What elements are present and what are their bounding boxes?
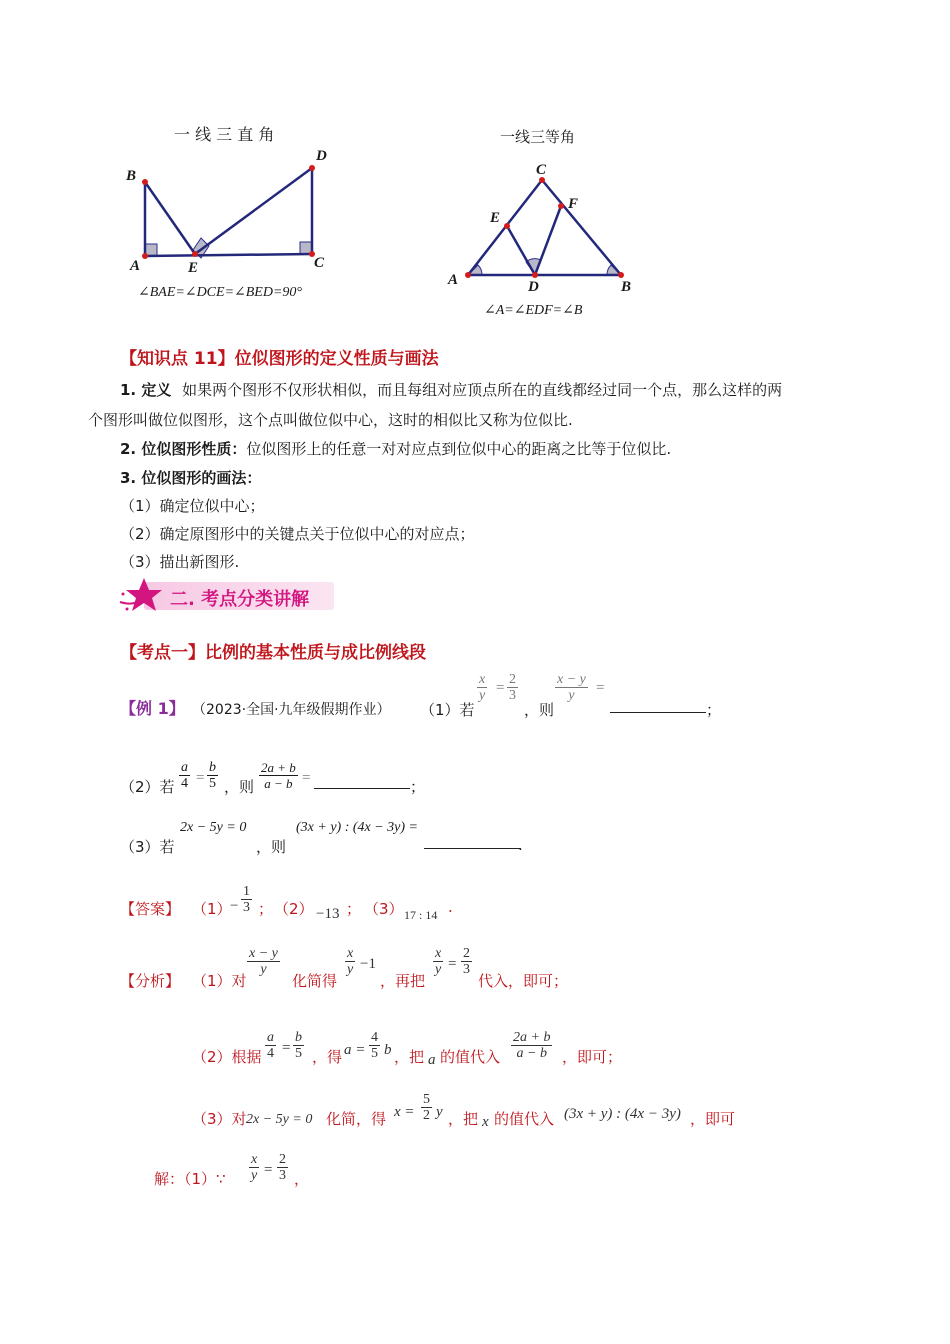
equals-sign-4: =: [302, 770, 311, 786]
analysis-3-expression: 2x − 5y = 0: [246, 1112, 313, 1127]
analysis-1a: （1）对: [192, 972, 247, 990]
analysis-fraction-2-over-3: $\frac{2}{3}$: [463, 946, 470, 977]
analysis-label: 【分析】: [120, 972, 181, 990]
analysis-var-a: a: [428, 1052, 436, 1068]
analysis-2e: ，即可；: [562, 1048, 623, 1066]
example1-then: ，则: [524, 701, 555, 719]
example1-label: 【例 1】: [120, 699, 185, 718]
solution-comma: ，: [294, 1170, 310, 1188]
diagram2-point-d: D: [528, 279, 539, 295]
analysis-fraction-5-over-2: $\frac{5}{2}$: [423, 1092, 430, 1123]
semicolon-2: ；: [410, 778, 426, 796]
analysis-minus-1: −1: [360, 956, 376, 972]
diagram1-point-e: E: [188, 260, 199, 276]
solution-fraction-2-over-3: $\frac{2}{3}$: [279, 1152, 286, 1183]
drawing-step-1: （1）确定位似中心；: [120, 497, 265, 515]
fraction-a-over-4: $\frac{a}{4}$: [181, 760, 188, 791]
answer-part3-value: 17 : 14: [404, 908, 438, 922]
analysis-equals: =: [448, 956, 457, 972]
condition-2x-minus-5y: 2x − 5y = 0: [180, 820, 247, 835]
knowledge-point-11-title: 【知识点 11】位似图形的定义性质与画法: [120, 349, 439, 369]
analysis-fraction-4-over-5: $\frac{4}{5}$: [371, 1030, 378, 1061]
example1-part1-prefix: （1）若: [420, 701, 475, 719]
example1-part3-then: ，则: [256, 838, 287, 856]
diagram1-point-a: A: [130, 258, 141, 274]
diagram1-point-d: D: [316, 148, 327, 164]
fraction-x-over-y: $\frac{x}{y}$: [479, 672, 486, 703]
solution-equals: =: [264, 1162, 273, 1178]
drawing-method-head: 3. 位似图形的画法：: [120, 469, 262, 487]
answer-sep-2: ；: [346, 900, 362, 918]
drawing-step-3: （3）描出新图形.: [120, 553, 240, 571]
diagram2-point-c: C: [536, 162, 547, 178]
semicolon-1: ；: [706, 701, 722, 719]
equals-sign-2: =: [596, 680, 605, 696]
diagram2-equation: ∠A=∠EDF=∠B: [484, 303, 583, 318]
example1-part3-prefix: （3）若: [120, 838, 175, 856]
example1-source: （2023·全国·九年级假期作业）: [192, 702, 391, 718]
analysis-y: y: [436, 1104, 443, 1120]
analysis-3c: ，把: [448, 1110, 479, 1128]
analysis-3e: ，即可: [690, 1110, 736, 1128]
analysis-3-ratio: (3x + y) : (4x − 3y): [564, 1106, 681, 1122]
star-icon: [118, 576, 178, 616]
answer-blank-3[interactable]: [424, 834, 520, 849]
analysis-2a: （2）根据: [192, 1048, 262, 1066]
definition-text-1: 如果两个图形不仅形状相似，而且每组对应顶点所在的直线都经过同一个点，那么这样的两: [182, 381, 783, 399]
equals-sign: =: [496, 680, 505, 696]
property-head: 2. 位似图形性质：: [120, 440, 247, 458]
diagram-one-line-three-equal-angles: [440, 122, 660, 322]
analysis-x-equals: x =: [394, 1104, 415, 1120]
example1-part2-then: ，则: [224, 778, 255, 796]
definition-head: 1. 定义: [120, 381, 172, 399]
diagram1-point-b: B: [126, 168, 137, 184]
answer-period: .: [448, 898, 453, 916]
analysis-fraction-b-over-5: $\frac{b}{5}$: [295, 1030, 302, 1061]
analysis-1b: 化简得: [292, 972, 338, 990]
definition-line-1: [120, 379, 782, 400]
answer-part2-label: （2）: [274, 900, 314, 918]
diagram1-point-c: C: [314, 255, 325, 271]
answer-part2-value: −13: [316, 906, 340, 922]
diagram1-equation: ∠BAE=∠DCE=∠BED=90°: [138, 285, 303, 300]
solution-label: 解：（1）∵: [154, 1170, 226, 1188]
diagram1-figure: [120, 118, 350, 308]
analysis-fraction-2a-plus-b-over-a-minus-b: $\frac{2a + b}{a - b}$: [513, 1030, 551, 1061]
analysis-a-equals: a =: [344, 1042, 366, 1058]
fraction-2a-plus-b-over-a-minus-b: $\frac{2a + b}{a - b}$: [261, 760, 296, 791]
diagram2-point-b: B: [621, 279, 632, 295]
solution-fraction-x-over-y: $\frac{x}{y}$: [251, 1152, 258, 1183]
analysis-b: b: [384, 1042, 392, 1058]
answer-label: 【答案】: [120, 900, 181, 918]
property-line: [120, 438, 671, 459]
analysis-2c: ，把: [394, 1048, 425, 1066]
definition-line-2: 个图形叫做位似图形，这个点叫做位似中心，这时的相似比又称为位似比.: [88, 411, 573, 429]
fraction-x-minus-y-over-y: $\frac{x - y}{y}$: [557, 672, 586, 703]
equals-sign-3: =: [196, 770, 205, 786]
analysis-2d: 的值代入: [440, 1048, 501, 1066]
fraction-2-over-3: $\frac{2}{3}$: [509, 672, 516, 703]
analysis-1d: 代入，即可；: [478, 972, 569, 990]
diagram2-point-e: E: [490, 210, 501, 226]
answer-part1-label: （1）: [192, 900, 232, 918]
analysis-3a: （3）对: [192, 1110, 247, 1128]
section-banner-title: 二. 考点分类讲解: [170, 589, 310, 610]
answer-part3-label: （3）: [364, 900, 404, 918]
analysis-fraction-x-minus-y-over-y: $\frac{x - y}{y}$: [249, 946, 278, 977]
analysis-1c: ，再把: [380, 972, 426, 990]
answer-blank-2[interactable]: [314, 774, 410, 789]
diagram1-caption: 一 线 三 直 角: [174, 125, 275, 144]
fraction-b-over-5: $\frac{b}{5}$: [209, 760, 216, 791]
section-banner: [118, 576, 338, 616]
analysis-3d: 的值代入: [494, 1110, 555, 1128]
example1-part2-prefix: （2）若: [120, 778, 175, 796]
analysis-fraction-x-over-y: $\frac{x}{y}$: [347, 946, 354, 977]
ratio-expression: (3x + y) : (4x − 3y) =: [296, 820, 419, 835]
analysis-var-x: x: [482, 1114, 489, 1130]
answer-part1-minus: −: [230, 898, 239, 914]
topic-one-title: 【考点一】比例的基本性质与成比例线段: [120, 643, 426, 663]
diagram2-caption: 一线三等角: [500, 128, 576, 146]
analysis-fraction-a-over-4: $\frac{a}{4}$: [267, 1030, 274, 1061]
period-3: .: [518, 836, 523, 854]
answer-sep-1: ；: [258, 900, 274, 918]
analysis-equals-2: =: [282, 1040, 291, 1056]
analysis-fraction-x-over-y-2: $\frac{x}{y}$: [435, 946, 442, 977]
analysis-2b: ，得: [312, 1048, 343, 1066]
diagram-one-line-three-right-angles: [120, 118, 350, 308]
drawing-step-2: （2）确定原图形中的关键点关于位似中心的对应点；: [120, 525, 475, 543]
analysis-3b: 化简，得: [326, 1110, 387, 1128]
diagram2-point-f: F: [568, 196, 579, 212]
answer-blank-1[interactable]: [610, 698, 706, 713]
answer-part1-fraction-1-over-3: $\frac{1}{3}$: [243, 884, 250, 915]
diagram2-point-a: A: [448, 272, 459, 288]
property-text: 位似图形上的任意一对对应点到位似中心的距离之比等于位似比.: [246, 440, 672, 458]
